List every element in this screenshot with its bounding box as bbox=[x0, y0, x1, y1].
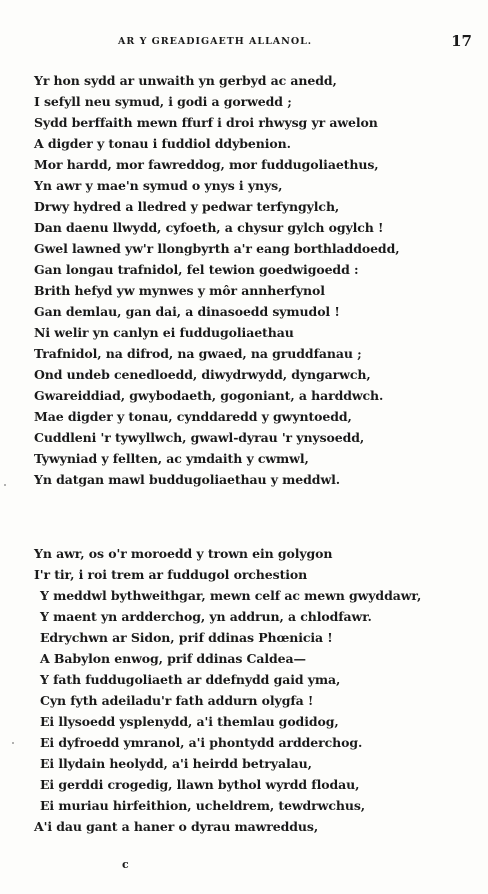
verse-line: Yn awr y mae'n symud o ynys i ynys, bbox=[34, 178, 283, 193]
verse-line: Yr hon sydd ar unwaith yn gerbyd ac anedd, bbox=[34, 73, 337, 88]
verse-line: Ei llydain heolydd, a'i heirdd betryalau, bbox=[40, 756, 312, 771]
verse-line: Yn datgan mawl buddugoliaethau y meddwl. bbox=[34, 472, 341, 487]
verse-line: Ni welir yn canlyn ei fuddugoliaethau bbox=[34, 325, 294, 340]
verse-line: Ei muriau hirfeithion, ucheldrem, tewdrwchus, bbox=[40, 798, 366, 813]
verse-line: Ei llysoedd ysplenydd, a'i themlau godidog, bbox=[40, 714, 339, 729]
signature-mark: c bbox=[122, 858, 129, 871]
verse-line: I'r tir, i roi trem ar fuddugol orchestion bbox=[34, 567, 308, 582]
running-title: AR Y GREADIGAETH ALLANOL. bbox=[118, 36, 313, 47]
verse-line: Trafnidol, na difrod, na gwaed, na gruddfanau ; bbox=[34, 346, 362, 361]
verse-line: Gwareiddiad, gwybodaeth, gogoniant, a harddwch. bbox=[34, 388, 384, 403]
verse-line: Ond undeb cenedloedd, diwydrwydd, dyngarwch, bbox=[34, 367, 371, 382]
verse-line: Cyn fyth adeiladu'r fath addurn olygfa ! bbox=[40, 693, 314, 708]
verse-line: A Babylon enwog, prif ddinas Caldea— bbox=[40, 651, 306, 666]
paper-speck bbox=[4, 484, 6, 486]
verse-line: A digder y tonau i fuddiol ddybenion. bbox=[34, 136, 291, 151]
verse-line: Ei dyfroedd ymranol, a'i phontydd ardderchog. bbox=[40, 735, 363, 750]
verse-line: Drwy hydred a lledred y pedwar terfyngylch, bbox=[34, 199, 340, 214]
verse-line: I sefyll neu symud, i godi a gorwedd ; bbox=[34, 94, 292, 109]
verse-line: Gwel lawned yw'r llongbyrth a'r eang borthladdoedd, bbox=[34, 241, 400, 256]
verse-line: Edrychwn ar Sidon, prif ddinas Phœnicia ! bbox=[40, 630, 333, 645]
paper-speck bbox=[12, 742, 14, 744]
verse-line: Gan longau trafnidol, fel tewion goedwigoedd : bbox=[34, 262, 359, 277]
page-header bbox=[0, 32, 488, 52]
verse-line: Mae digder y tonau, cynddaredd y gwyntoedd, bbox=[34, 409, 352, 424]
verse-line: Gan demlau, gan dai, a dinasoedd symudol ! bbox=[34, 304, 340, 319]
verse-line: Dan daenu llwydd, cyfoeth, a chysur gylch ogylch ! bbox=[34, 220, 384, 235]
verse-line: Cuddleni 'r tywyllwch, gwawl-dyrau 'r ynysoedd, bbox=[34, 430, 365, 445]
verse-line: Tywyniad y fellten, ac ymdaith y cwmwl, bbox=[34, 451, 309, 466]
verse-line: Brith hefyd yw mynwes y môr annherfynol bbox=[34, 283, 325, 298]
verse-line: Yn awr, os o'r moroedd y trown ein golygon bbox=[34, 546, 333, 561]
verse-line: Mor hardd, mor fawreddog, mor fuddugoliaethus, bbox=[34, 157, 379, 172]
verse-line: Y maent yn ardderchog, yn addrun, a chlodfawr. bbox=[40, 609, 372, 624]
verse-line: A'i dau gant a haner o dyrau mawreddus, bbox=[34, 819, 319, 834]
page-number: 17 bbox=[451, 32, 472, 50]
verse-line: Y fath fuddugoliaeth ar ddefnydd gaid yma, bbox=[40, 672, 341, 687]
verse-line: Ei gerddi crogedig, llawn bythol wyrdd flodau, bbox=[40, 777, 360, 792]
verse-line: Sydd berffaith mewn ffurf i droi rhwysg yr awelon bbox=[34, 115, 378, 130]
verse-line: Y meddwl bythweithgar, mewn celf ac mewn gwyddawr, bbox=[40, 588, 422, 603]
